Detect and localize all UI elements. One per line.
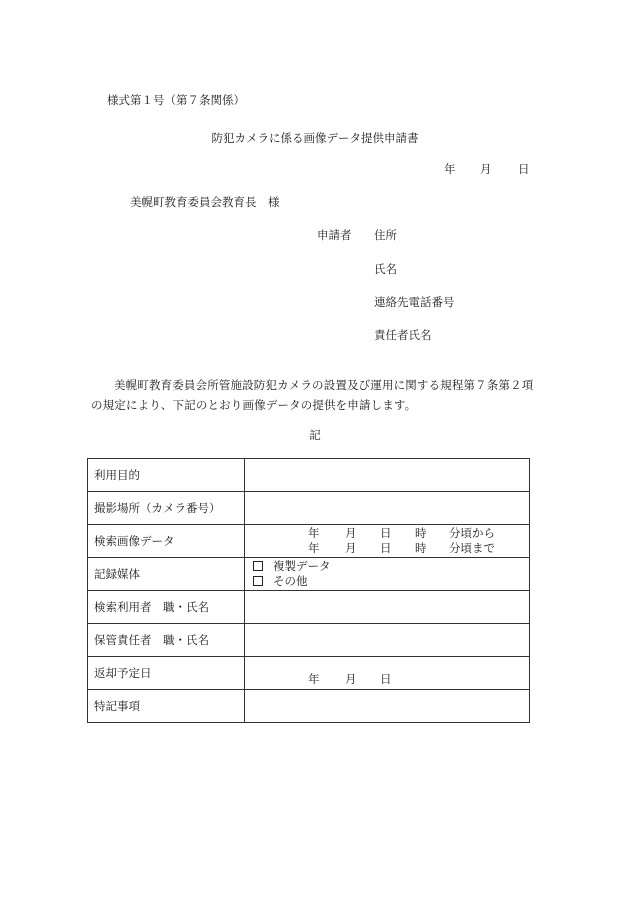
table-row — [88, 624, 530, 657]
table-row — [88, 525, 530, 558]
search-data-field[interactable] — [245, 525, 530, 558]
option-other[interactable] — [245, 574, 529, 589]
return-date-field[interactable] — [245, 657, 530, 690]
year-label: 年 — [444, 162, 456, 176]
table-row — [88, 459, 530, 492]
row-label-purpose: 利用目的 — [88, 459, 245, 492]
from-hour: 時 — [415, 526, 427, 540]
location-field[interactable] — [245, 492, 530, 525]
table-row — [88, 591, 530, 624]
day-label: 日 — [518, 162, 530, 176]
document-title: 防犯カメラに係る画像データ提供申請書 — [211, 131, 419, 145]
row-label-return-date: 返却予定日 — [88, 657, 245, 690]
checkbox-icon[interactable] — [253, 576, 263, 586]
to-day: 日 — [380, 541, 392, 555]
applicant-label: 申請者 — [317, 228, 352, 242]
date-line — [444, 162, 530, 176]
return-year: 年 — [308, 671, 320, 686]
row-label-location: 撮影場所（カメラ番号） — [88, 492, 245, 525]
search-user-field[interactable] — [245, 591, 530, 624]
from-suffix: 分頃から — [449, 526, 495, 540]
return-day: 日 — [380, 671, 392, 686]
addressee: 美幌町教育委員会教育長 様 — [130, 195, 280, 209]
from-year: 年 — [308, 526, 320, 540]
applicant-name-label: 氏名 — [374, 262, 397, 276]
row-label-remarks: 特記事項 — [88, 690, 245, 723]
return-month: 月 — [345, 671, 357, 686]
return-date-line — [245, 660, 529, 687]
option-copy-data[interactable] — [245, 559, 529, 574]
table-row — [88, 657, 530, 690]
month-label: 月 — [480, 162, 492, 176]
option-copy-data-label: 複製データ — [273, 559, 331, 573]
media-field — [245, 558, 530, 591]
body-text: 美幌町教育委員会所管施設防犯カメラの設置及び運用に関する規程第７条第２項の規定により、下記のとおり画像データの提供を申請します。 — [91, 378, 534, 412]
custodian-field[interactable] — [245, 624, 530, 657]
table-row — [88, 690, 530, 723]
applicant-address-label: 住所 — [374, 228, 397, 242]
from-day: 日 — [380, 526, 392, 540]
from-month: 月 — [345, 526, 357, 540]
to-year: 年 — [308, 541, 320, 555]
table-row — [88, 492, 530, 525]
application-table — [87, 458, 530, 723]
row-label-search-user: 検索利用者 職・氏名 — [88, 591, 245, 624]
date-to-line — [245, 541, 529, 556]
ki-heading: 記 — [309, 428, 321, 442]
row-label-custodian: 保管責任者 職・氏名 — [88, 624, 245, 657]
row-label-search-data: 検索画像データ — [88, 525, 245, 558]
table-row — [88, 558, 530, 591]
purpose-field[interactable] — [245, 459, 530, 492]
checkbox-icon[interactable] — [253, 561, 263, 571]
remarks-field[interactable] — [245, 690, 530, 723]
to-hour: 時 — [415, 541, 427, 555]
option-other-label: その他 — [273, 574, 308, 588]
to-month: 月 — [345, 541, 357, 555]
applicant-phone-label: 連絡先電話番号 — [374, 295, 455, 309]
to-suffix: 分頃まで — [449, 541, 495, 555]
responsible-name-label: 責任者氏名 — [374, 328, 432, 342]
form-number: 様式第１号（第７条関係） — [107, 93, 245, 107]
date-from-line — [245, 526, 529, 541]
row-label-media: 記録媒体 — [88, 558, 245, 591]
